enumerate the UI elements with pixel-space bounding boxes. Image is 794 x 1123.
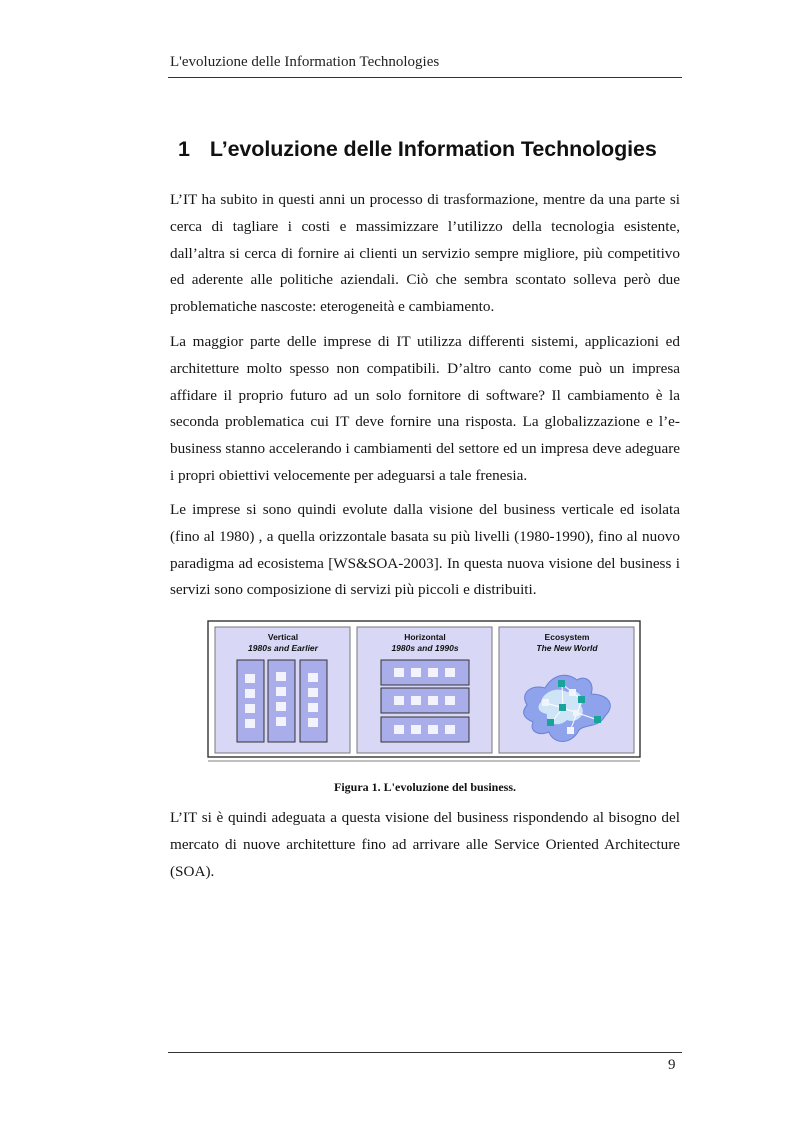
panel-ecosystem-subtitle: The New World [536, 643, 598, 653]
business-evolution-figure [207, 620, 641, 762]
panel-vertical-subtitle: 1980s and Earlier [248, 643, 318, 653]
header-rule [168, 77, 682, 78]
panel-horizontal-title: Horizontal [404, 632, 446, 642]
panel-ecosystem-title: Ecosystem [544, 632, 590, 642]
vertical-column-2 [268, 660, 295, 742]
vertical-column-3 [300, 660, 327, 742]
panel-vertical-title: Vertical [267, 632, 299, 642]
paragraph-4: L’IT si è quindi adeguata a questa visione del business rispondendo al bisogno del mercato di nuove architetture fino ad arrivare alle Service Oriented Architecture (SOA). [170, 809, 680, 880]
section-title: L’evoluzione delle Information Technologies [209, 137, 657, 161]
section-heading [178, 137, 657, 162]
panel-horizontal [357, 627, 492, 753]
horizontal-layer-3 [381, 717, 469, 742]
vertical-column-1 [237, 660, 264, 742]
horizontal-layer-2 [381, 688, 469, 713]
horizontal-layer-1 [381, 660, 469, 685]
figure-caption: Figura 1. L'evoluzione del business. [333, 780, 517, 794]
figure-svg [207, 620, 641, 762]
running-header: L'evoluzione delle Information Technologies [170, 54, 440, 70]
paragraph-1: L’IT ha subito in questi anni un processo di trasformazione, mentre da una parte si cerca di tagliare i costi e massimizzare l’utilizzo della tecnologia esistente, dall’altra si cerca di fornire ai clienti un servizio sempre migliore, più competitivo ed aderente alle politiche aziendali. Ciò che sembra scontato solleva però due problematiche nascoste: eterogeneità e cambiamento. [170, 191, 680, 316]
page-number: 9 [668, 1057, 676, 1073]
panel-ecosystem [499, 627, 634, 753]
section-number: 1 [178, 137, 190, 161]
footer-rule [168, 1052, 682, 1053]
panel-vertical [215, 627, 350, 753]
paragraph-2: La maggior parte delle imprese di IT utilizza differenti sistemi, applicazioni ed architetture molto spesso non compatibili. D’altro canto come può un impresa affidare il proprio futuro ad un solo fornitore di software? Il cambiamento è la seconda problematica cui IT deve fornire una risposta. La globalizzazione e l’e-business stanno accelerando i cambiamenti del settore ed un impresa deve adeguare i propri obiettivi velocemente per adeguarsi a tale frenesia. [170, 333, 680, 484]
panel-horizontal-subtitle: 1980s and 1990s [391, 643, 459, 653]
paragraph-3: Le imprese si sono quindi evolute dalla visione del business verticale ed isolata (fino al 1980) , a quella orizzontale basata su più livelli (1980-1990), fino al nuovo paradigma ad ecosistema [WS&SOA-2003]. In questa nuova visione del business i servizi sono composizione di servizi più piccoli e distribuiti. [170, 501, 680, 599]
